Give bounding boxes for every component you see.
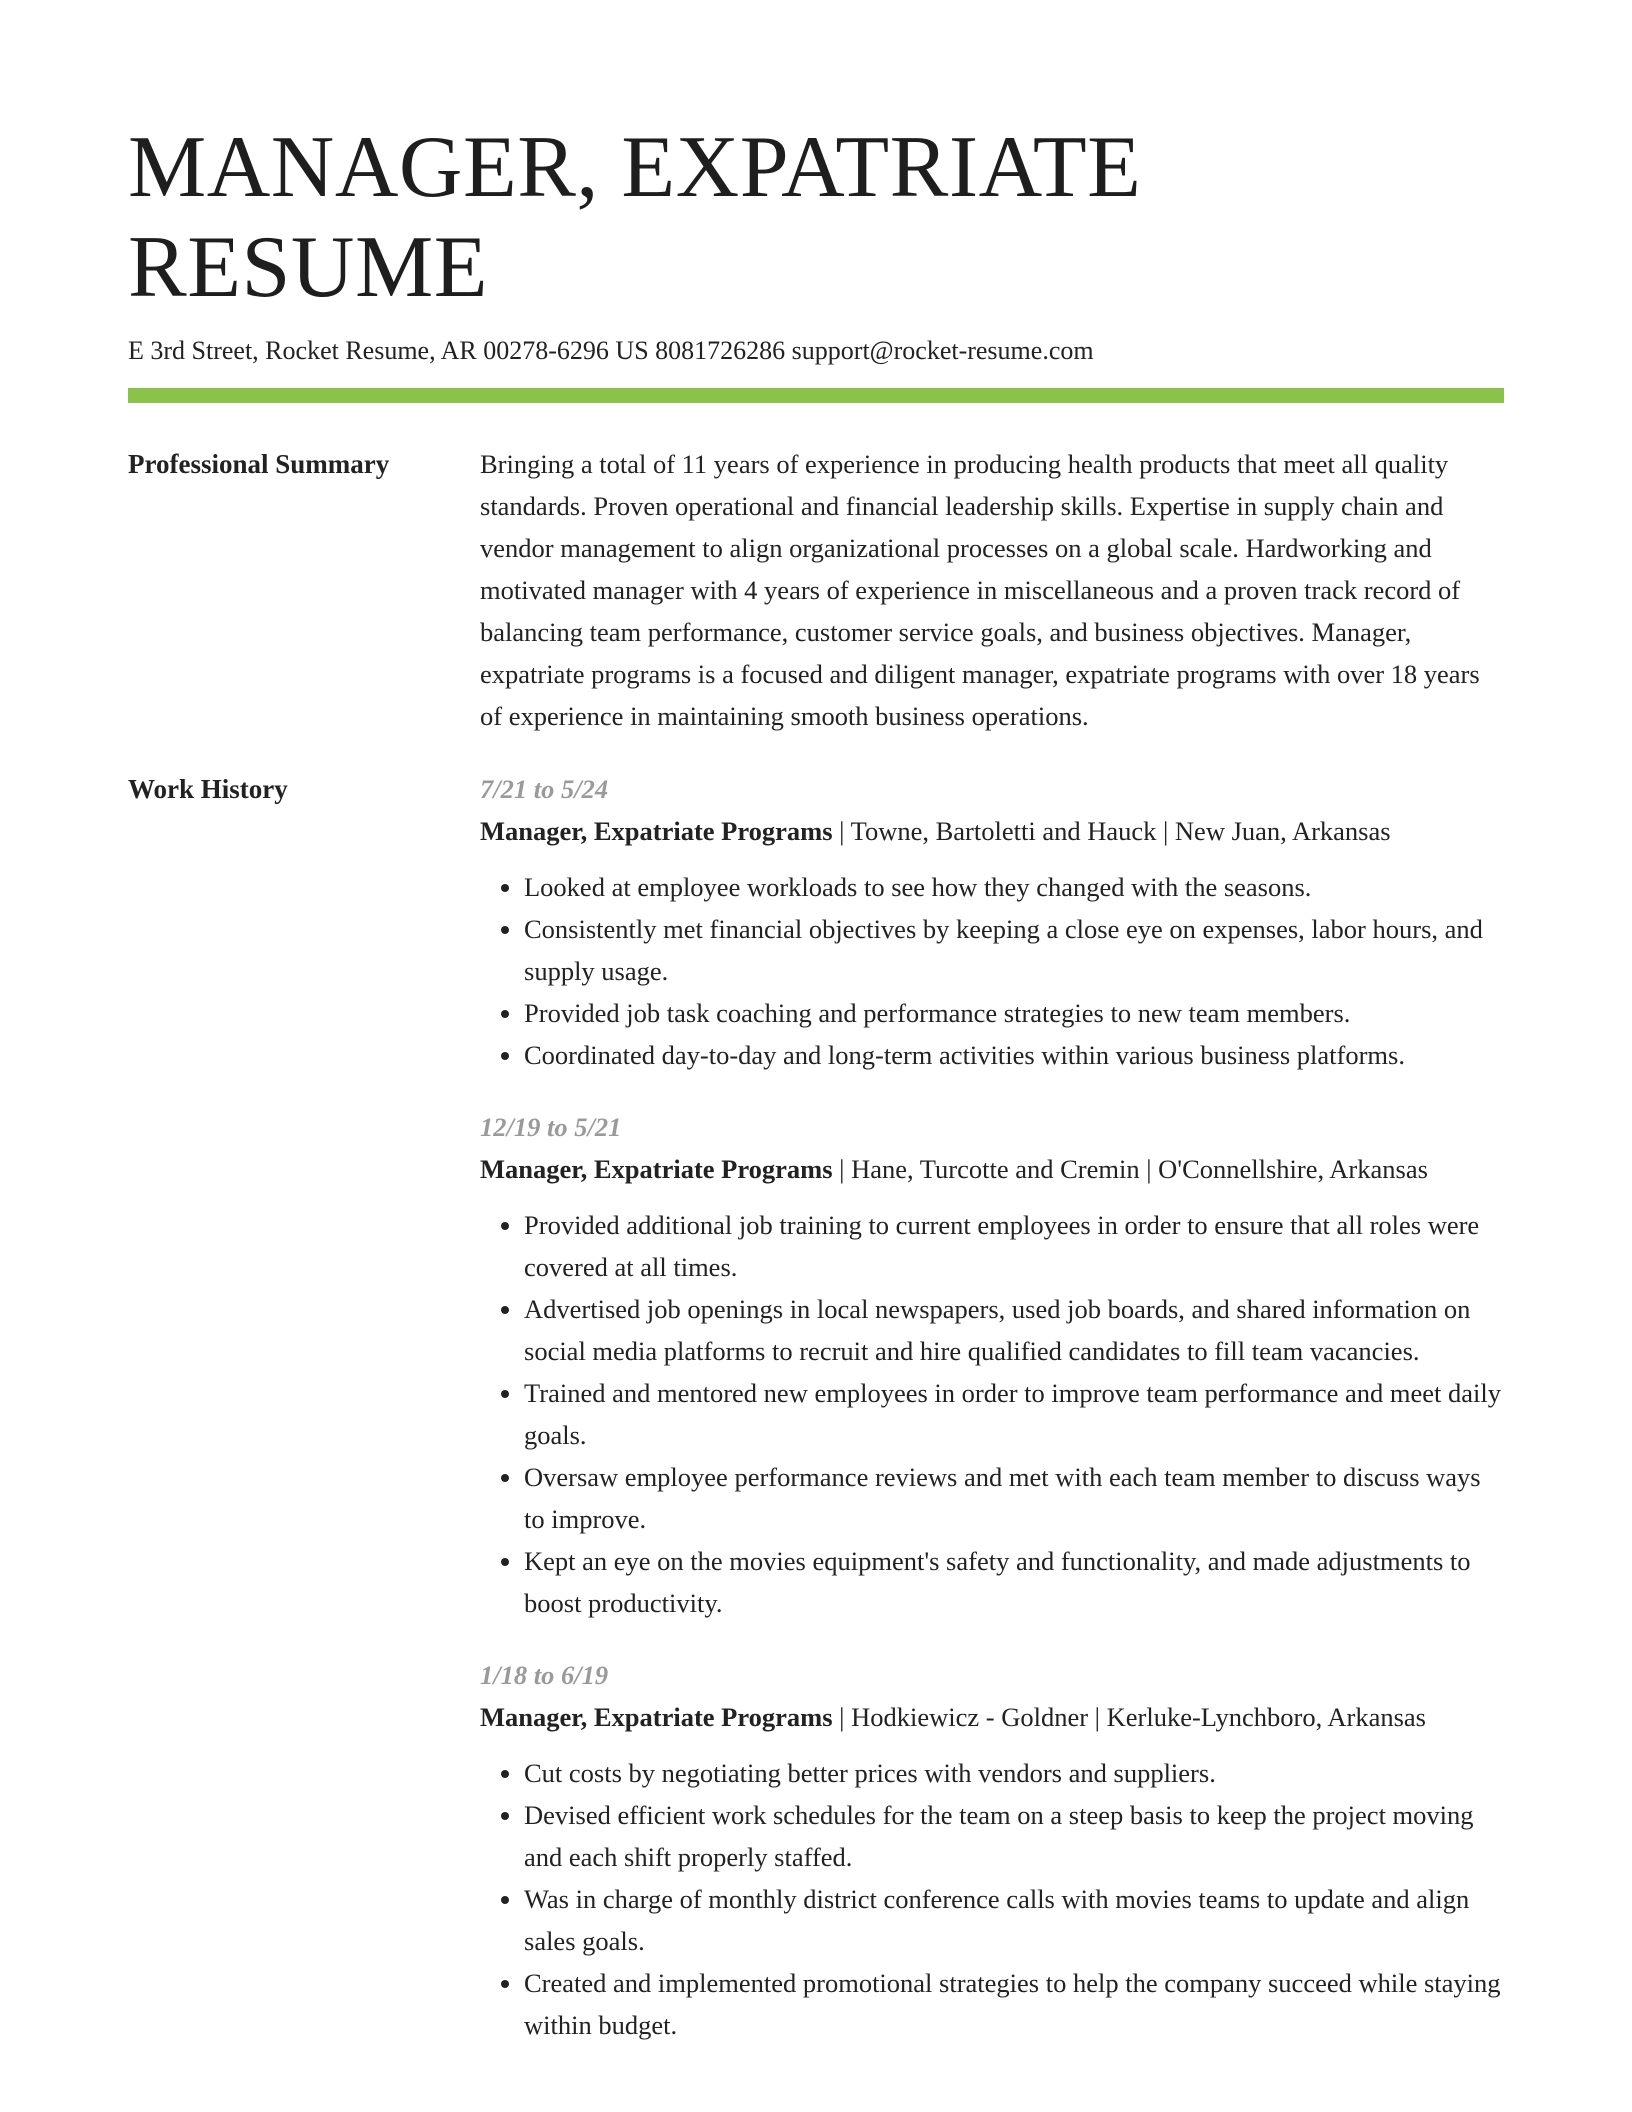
job-title: Manager, Expatriate Programs xyxy=(480,816,833,846)
resume-title: MANAGER, EXPATRIATE RESUME xyxy=(128,119,1142,316)
job-bullet: • Was in charge of monthly district conference calls with movies teams to update and align sales goals. xyxy=(524,1878,1504,1962)
job-heading xyxy=(480,810,1504,852)
job-details: | Towne, Bartoletti and Hauck | New Juan, Arkansas xyxy=(832,816,1391,846)
resume-page xyxy=(128,118,1504,2076)
job-dates: 7/21 to 5/24 xyxy=(480,774,609,804)
job-entry xyxy=(480,1106,1504,1624)
section-label: Professional Summary xyxy=(128,449,390,479)
job-entry xyxy=(480,1654,1504,2046)
job-bullet: • Provided job task coaching and performance strategies to new team members. xyxy=(524,992,1504,1034)
contact-line: E 3rd Street, Rocket Resume, AR 00278-6296 US 8081726286 support@rocket-resume.com xyxy=(128,336,1094,365)
accent-rule xyxy=(128,388,1504,403)
job-bullet: • Oversaw employee performance reviews and met with each team member to discuss ways to improve. xyxy=(524,1456,1504,1540)
job-title: Manager, Expatriate Programs xyxy=(480,1154,833,1184)
job-bullets xyxy=(480,1752,1504,2046)
job-details: | Hodkiewicz - Goldner | Kerluke-Lynchboro, Arkansas xyxy=(832,1702,1426,1732)
job-bullet: • Provided additional job training to current employees in order to ensure that all roles were covered at all times. xyxy=(524,1204,1504,1288)
summary-text: Bringing a total of 11 years of experience in producing health products that meet all quality standards. Proven operational and financial leadership skills. Expertise in supply chain and vendor management to align organizational processes on a global scale. Hardworking and motivated manager with 4 years of experience in miscellaneous and a proven track record of balancing team performance, customer service goals, and business objectives. Manager, expatriate programs is a focused and diligent manager, expatriate programs with over 18 years of experience in maintaining smooth business operations. xyxy=(480,449,1480,731)
job-bullets xyxy=(480,866,1504,1076)
job-bullet: • Advertised job openings in local newspapers, used job boards, and shared information on social media platforms to recruit and hire qualified candidates to fill team vacancies. xyxy=(524,1288,1504,1372)
job-bullet: • Consistently met financial objectives by keeping a close eye on expenses, labor hours, and supply usage. xyxy=(524,908,1504,992)
job-heading xyxy=(480,1148,1504,1190)
work-history-section xyxy=(128,768,1504,2076)
job-title: Manager, Expatriate Programs xyxy=(480,1702,833,1732)
job-bullet: • Cut costs by negotiating better prices with vendors and suppliers. xyxy=(524,1752,1504,1794)
job-details: | Hane, Turcotte and Cremin | O'Connellshire, Arkansas xyxy=(832,1154,1428,1184)
job-entry xyxy=(480,768,1504,1076)
job-bullet: • Coordinated day-to-day and long-term activities within various business platforms. xyxy=(524,1034,1504,1076)
job-dates: 12/19 to 5/21 xyxy=(480,1112,622,1142)
job-bullet: • Kept an eye on the movies equipment's safety and functionality, and made adjustments to boost productivity. xyxy=(524,1540,1504,1624)
job-bullet: • Created and implemented promotional strategies to help the company succeed while staying within budget. xyxy=(524,1962,1504,2046)
job-bullet: • Looked at employee workloads to see how they changed with the seasons. xyxy=(524,866,1504,908)
job-bullet: • Trained and mentored new employees in order to improve team performance and meet daily goals. xyxy=(524,1372,1504,1456)
professional-summary-section xyxy=(128,443,1504,737)
job-bullets xyxy=(480,1204,1504,1624)
job-heading xyxy=(480,1696,1504,1738)
section-label: Work History xyxy=(128,774,288,804)
job-list xyxy=(480,768,1504,2076)
job-bullet: • Devised efficient work schedules for the team on a steep basis to keep the project moving and each shift properly staffed. xyxy=(524,1794,1504,1878)
job-dates: 1/18 to 6/19 xyxy=(480,1660,609,1690)
